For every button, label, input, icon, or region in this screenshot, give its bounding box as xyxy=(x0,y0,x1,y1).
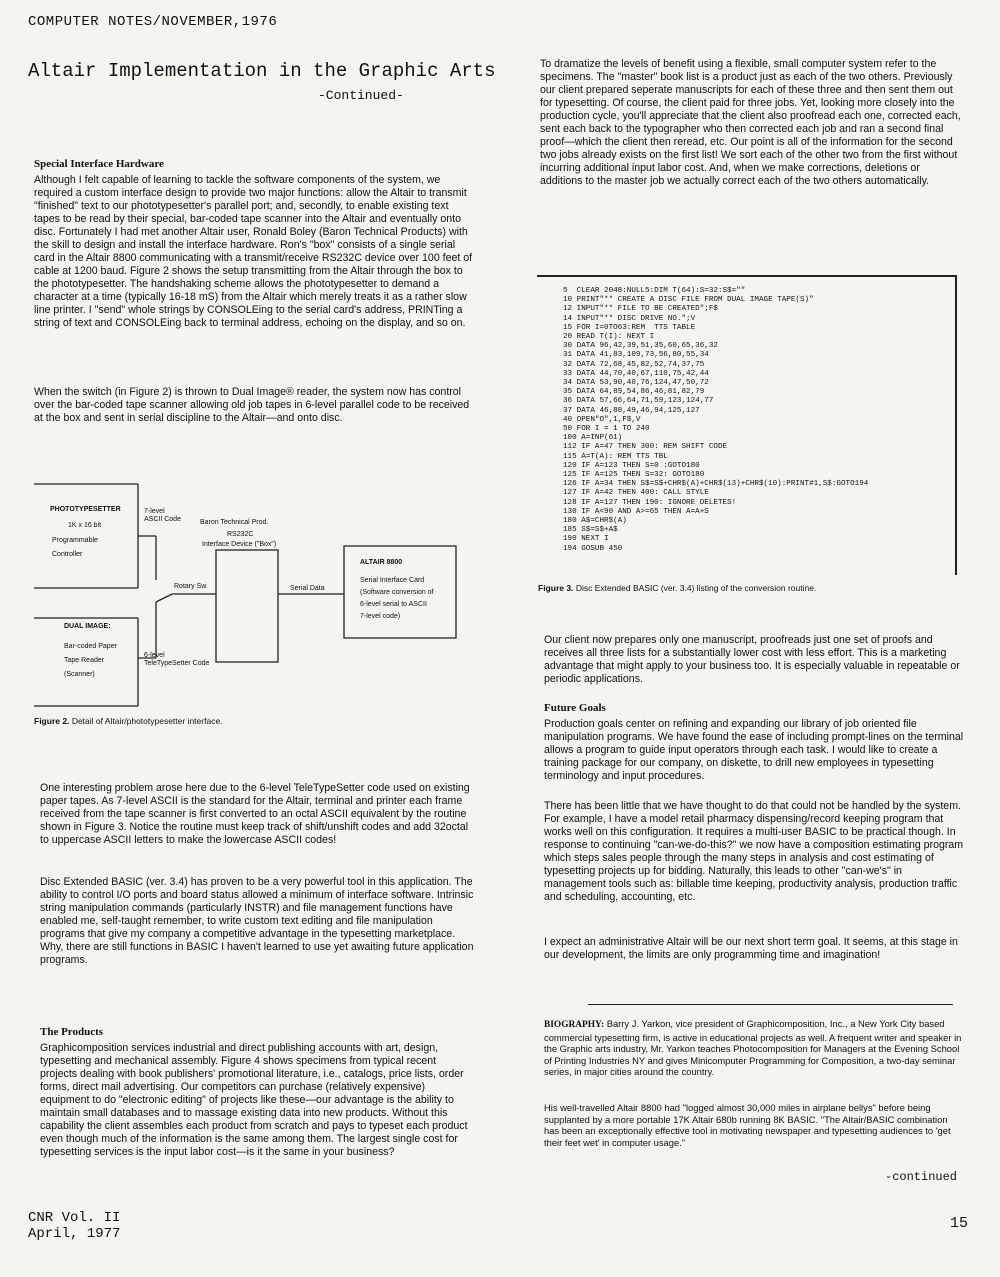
altair-line-4: 7-level code) xyxy=(360,613,401,620)
section-heading-future-goals: Future Goals xyxy=(544,702,606,714)
code-line: 180 A$=CHR$(A) xyxy=(563,517,627,526)
code-line: 120 IF A=123 THEN S=0 :GOTO180 xyxy=(563,461,700,470)
code-line: 100 A=INP(61) xyxy=(563,434,623,443)
biography-1: BIOGRAPHY: Barry J. Yarkon, vice president of Graphicomposition, Inc., a New York City based commercial typesetting firm, is active in educational projects as well. A frequent writer and speaker in the Graphic arts industry, Mr. Yarkon teaches Photocomposition for Managers at the Evening School of Printing Industries NY and gives Minicomputer Programming for Composition, a two-day seminar series, in major cities around the country. xyxy=(544,1018,962,1078)
code-line: 34 DATA 53,90,40,76,124,47,50,72 xyxy=(563,379,709,388)
paragraph-client: Our client now prepares only one manuscript, proofreads just one set of proofs and receives all three lists for a substantially lower cost with less effort. This is a marketing advantage that might apply to your business too. It is especially valuable in repeatable or periodic applications. xyxy=(544,634,960,685)
dual-image-line-3: (Scanner) xyxy=(64,671,95,678)
code-line: 31 DATA 41,83,109,73,56,80,55,34 xyxy=(563,351,709,360)
paragraph-special-2: When the switch (in Figure 2) is thrown to Dual Image® reader, the system now has control over the bar-coded tape scanner allowing old job tapes in 6-level parallel code to be received at the box and sent in serial discipline to the Altair—and onto disc. xyxy=(34,386,470,424)
biography-2: His well-travelled Altair 8800 had "logged almost 30,000 miles in airplane bellys" before being supplanted by a more portable 17K Altair 680b running 8K BASIC. "The Altair/BASIC combination has been an exceptionally effective tool in motivating newspaper and typesetting audiences to 'get their feet wet' in computer usage." xyxy=(544,1102,951,1148)
phototypesetter-line-2: Programmable xyxy=(52,537,98,544)
figure-2-caption: Figure 2. Detail of Altair/phototypesetter interface. xyxy=(34,716,223,726)
paragraph-products: Graphicomposition services industrial and direct publishing accounts with art, design, typesetting and mechanical assembly. Figure 4 shows specimens from typical recent projects dealing with book publishers' promotional literature, i.e., catalogs, price lists, order forms, direct mail advertising. Our competitors can purchase (relatively expensive) equipment to do "electronic editing" of projects like these—our advantage is the ability to maintain small databases and to massage existing data into new products. Without this capability the client assembles each product from scratch and pays to typeset each product even though much of the information is the same among them. The largest single cost for typesetting services is the input labor cost—is it the same in your business? xyxy=(40,1042,468,1158)
rotary-switch-label: Rotary Sw. xyxy=(174,583,208,590)
code-line: 35 DATA 64,89,54,86,46,81,82,79 xyxy=(563,388,705,397)
code-line: 125 IF A=125 THEN S=32: GOTO180 xyxy=(563,471,705,480)
code-line: 40 OPEN"O",1,F$,V xyxy=(563,415,641,424)
code-line: 190 NEXT I xyxy=(563,535,609,544)
phototypesetter-line-3: Controller xyxy=(52,551,83,558)
baron-line-2: RS232C xyxy=(227,531,254,538)
ascii-code-label: 7-level ASCII Code xyxy=(144,508,181,523)
code-line: 112 IF A=47 THEN 300: REM SHIFT CODE xyxy=(563,443,728,452)
code-line: 32 DATA 72,68,45,82,52,74,37,75 xyxy=(563,360,705,369)
continued-label: -continued xyxy=(885,1170,958,1184)
code-line: 37 DATA 46,88,49,46,94,125,127 xyxy=(563,406,700,415)
page-subtitle: -Continued- xyxy=(318,88,404,103)
code-line: 127 IF A=42 THEN 400: CALL STYLE xyxy=(563,489,709,498)
code-line: 185 S$=S$+A$ xyxy=(563,526,618,535)
code-line: 126 IF A=34 THEN S$=S$+CHR$(A)+CHR$(13)+CHR$(10):PRINT#1,S$:GOTO194 xyxy=(563,480,869,489)
ttscode-label: 6-level TeleTypeSetter Code xyxy=(144,652,210,667)
code-line: 194 GOSUB 450 xyxy=(563,544,623,553)
altair-line-1: Serial Interface Card xyxy=(360,577,425,584)
code-line: 115 A=T(A): REM TTS TBL xyxy=(563,452,668,461)
paragraph-future-1: Production goals center on refining and expanding our library of job oriented file manipulation programs. We have found the ease of including prompt-lines on the terminal allows a program to guide input operators through each task. I would like to create a training package for our company, on diskette, to drill new employees in typesetting terminology and input procedures. xyxy=(544,718,964,782)
running-header: COMPUTER NOTES/NOVEMBER,1976 xyxy=(28,14,278,30)
serial-data-label: Serial Data xyxy=(290,585,325,592)
dual-image-line-2: Tape Reader xyxy=(64,657,105,664)
paragraph-special-1: Although I felt capable of learning to tackle the software components of the system, we required a custom interface design to provide two major functions: allow the Altair to transmit "finished" text to our phototypesetter's parallel port; and, secondly, to enable existing text tapes to be read by their special, bar-coded tape scanner into the Altair and eventually onto disc. Fortunately I had met another Altair user, Ronald Boley (Baron Technical Products) with the skill to design and install the interface hardware. Ron's "box" consists of a single serial card in the Altair 8800 communicating with a transmit/receive RS232C device over 100 feet of cable at 1200 baud. Figure 2 shows the setup transmitting from the Altair through the box to the phototypesetter. The handshaking scheme allows the phototypesetter to demand a character at a time (typically 16-18 mS) from the Altair which merely treats it as a rather slow line printer. I "send" whole strings by CONSOLEing to the serial card's address, PRINTing a string of text and CONSOLEing back to terminal address, echoing on the display, and so on. xyxy=(34,174,473,329)
page-title: Altair Implementation in the Graphic Arts xyxy=(28,60,496,82)
phototypesetter-title: PHOTOTYPESETTER xyxy=(50,506,121,513)
code-line: 15 FOR I=0TO63:REM TTS TABLE xyxy=(563,323,696,332)
paragraph-future-3: I expect an administrative Altair will be our next short term goal. It seems, at this stage in our development, the limits are only programming time and imagination! xyxy=(544,936,958,961)
altair-line-3: 6-level serial to ASCII xyxy=(360,601,427,608)
basic-listing xyxy=(537,275,957,575)
paragraph-ascii: One interesting problem arose here due to the 6-level TeleTypeSetter code used on existing paper tapes. As 7-level ASCII is the standard for the Altair, terminal and printer each frame received from the tape scanner is first converted to an octal ASCII equivalent by the routine shown in Figure 3. Notice the routine must keep track of shift/unshift codes and add 32octal to uppercase ASCII letters to make the lowercase ASCII codes! xyxy=(40,782,470,846)
paragraph-dramatize: To dramatize the levels of benefit using a flexible, small computer system refer to the specimens. The "master" book list is a product just as each of the two others. Previously our client prepared seperate manuscripts for each of these three and then sent them out for typesetting. Of course, the client paid for three jobs. Yet, looking more closely into the production cycle, you'll appreciate that the client also proofread each one, corrected each, sent each back to the typographer who then corrected each job and ran a second final proof—which the client then reread, etc. Our point is all of the information for the second two jobs already exists on the first list! We sort each of the other two from the first without incurring additional input labor cost. And, when we make corrections, deletions or additions to the master job we actually correct each of the two others automatically. xyxy=(540,58,961,187)
paragraph-future-2: There has been little that we have thought to do that could not be handled by the system. For example, I have a model retail pharmacy dispensing/record keeping program that works well on this configuration. It requires a multi-user BASIC to be practical though. In response to continuing "can-we-do-this?" we now have a composition estimating program which steps sales people through the many steps in analysis and cost estimating of typesetting projects up for bidding. Naturally, this leads to other "can-we's" in management tools such as: billable time keeping, productivity analysis, production traffic and scheduling, accounting, etc. xyxy=(544,800,964,903)
code-line: 5 CLEAR 2048:NULL5:DIM T(64):S=32:S$="" xyxy=(563,287,746,295)
code-line: 50 FOR I = 1 TO 240 xyxy=(563,425,650,434)
section-heading-special-interface: Special Interface Hardware xyxy=(34,158,164,170)
code-line: 128 IF A=127 THEN 190: IGNORE DELETES! xyxy=(563,498,737,507)
page-number: 15 xyxy=(950,1215,969,1232)
figure-2-diagram xyxy=(34,478,484,713)
phototypesetter-line-1: 1K x 16 bit xyxy=(68,522,102,529)
dual-image-title: DUAL IMAGE: xyxy=(64,623,111,630)
baron-line-1: Baron Technical Prod. xyxy=(200,519,269,526)
issue-footer: CNR Vol. II April, 1977 xyxy=(28,1210,121,1242)
bio-divider xyxy=(588,1004,953,1005)
code-line: 33 DATA 44,70,40,67,110,75,42,44 xyxy=(563,369,709,378)
paragraph-basic: Disc Extended BASIC (ver. 3.4) has proven to be a very powerful tool in this application. The ability to control I/O ports and board status allowed a minimum of interface software. Intrinsic string manipulation commands (particularly INSTR) and file management functions have enabled me, self-taught remember, to write custom text editing and file manipulation programs that give my company a competitive advantage in the typesetting marketplace. Why, there are still functions in BASIC I haven't learned to use yet awaiting future application programs. xyxy=(40,876,474,966)
code-line: 30 DATA 96,42,39,51,35,60,65,36,32 xyxy=(563,342,718,351)
altair-line-2: (Software conversion of xyxy=(360,589,434,596)
code-line: 20 READ T(I): NEXT I xyxy=(563,333,655,342)
baron-line-3: Interface Device ("Box") xyxy=(202,541,277,548)
code-line: 12 INPUT"** FILE TO BE CREATED";F$ xyxy=(563,305,718,314)
figure-3-caption: Figure 3. Disc Extended BASIC (ver. 3.4) listing of the conversion routine. xyxy=(538,583,817,593)
dual-image-line-1: Bar-coded Paper xyxy=(64,643,117,650)
code-line: 130 IF A<90 AND A>=65 THEN A=A+S xyxy=(563,507,709,516)
code-line: 14 INPUT"** DISC DRIVE NO.";V xyxy=(563,314,696,323)
altair-title: ALTAIR 8800 xyxy=(360,559,403,566)
section-heading-products: The Products xyxy=(40,1026,104,1038)
code-line: 10 PRINT"** CREATE A DISC FILE FROM DUAL IMAGE TAPE(S)" xyxy=(563,296,814,305)
code-line: 36 DATA 57,66,64,71,59,123,124,77 xyxy=(563,397,714,406)
